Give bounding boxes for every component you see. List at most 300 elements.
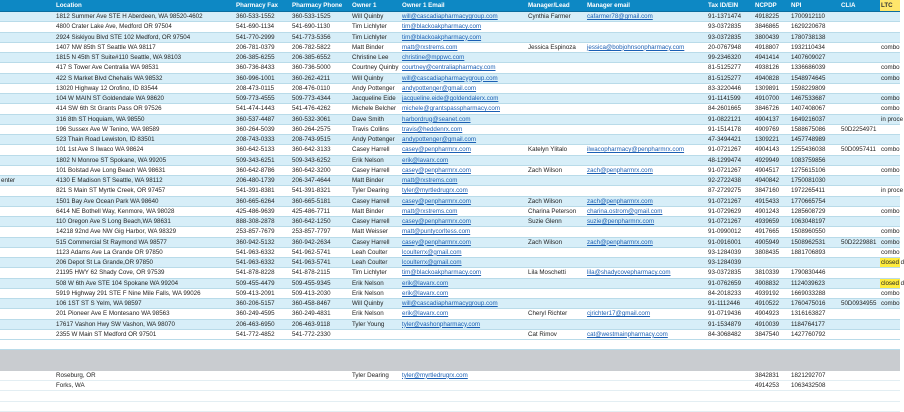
- cell-location[interactable]: 515 Commercial St Raymond WA 98577: [55, 237, 235, 247]
- cell-row-label[interactable]: [0, 258, 55, 268]
- cell-clia[interactable]: 50D2229881: [840, 237, 880, 247]
- cell-location[interactable]: 1501 Bay Ave Ocean Park WA 98640: [55, 196, 235, 206]
- cell-ltc[interactable]: [880, 135, 900, 145]
- cell-row-label[interactable]: [0, 165, 55, 175]
- cell-location[interactable]: 4800 Crater Lake Ave, Medford OR 97504: [55, 22, 235, 32]
- cell-owner-name[interactable]: Tim Lichlyter: [351, 22, 401, 32]
- cell-row-label[interactable]: [0, 381, 55, 391]
- cell-pharmacy-fax[interactable]: 360-264-5039: [235, 124, 291, 134]
- cell-owner-name[interactable]: [351, 381, 401, 391]
- cell-npi[interactable]: 1316163827: [790, 309, 840, 319]
- cell-ncpdp[interactable]: 4941414: [754, 53, 790, 63]
- cell-ncpdp[interactable]: 3800439: [754, 32, 790, 42]
- cell-ltc[interactable]: combo: [881, 207, 900, 215]
- cell-clia[interactable]: [840, 196, 880, 206]
- cell-tax-id[interactable]: 91-1371474: [707, 12, 754, 22]
- cell-manager-name[interactable]: Zach Wilson: [527, 196, 586, 206]
- cell-owner-name[interactable]: Dave Smith: [351, 114, 401, 124]
- cell-location[interactable]: 316 8th ST Hoquiam, WA 98550: [55, 114, 235, 124]
- cell-row-label[interactable]: [0, 370, 55, 380]
- cell-npi[interactable]: 1598229809: [790, 83, 840, 93]
- cell-npi[interactable]: 1124039623: [790, 278, 840, 288]
- cell-clia[interactable]: [840, 63, 880, 73]
- cell-pharmacy-phone[interactable]: 425-486-7711: [291, 206, 351, 216]
- cell-manager-email[interactable]: [586, 299, 707, 309]
- cell-row-label[interactable]: [0, 73, 55, 83]
- cell-manager-email[interactable]: [586, 53, 707, 63]
- cell-manager-email[interactable]: [586, 227, 707, 237]
- cell-location[interactable]: 201 Pioneer Ave E Montesano WA 98563: [55, 309, 235, 319]
- cell-ltc[interactable]: [880, 32, 900, 42]
- cell-ncpdp[interactable]: 4929949: [754, 155, 790, 165]
- cell-owner-email[interactable]: harbordrug@seanet.com: [401, 114, 527, 124]
- cell-owner-name[interactable]: Casey Harrell: [351, 196, 401, 206]
- cell-location[interactable]: 196 Sussex Ave W Tenino, WA 98589: [55, 124, 235, 134]
- cell-npi[interactable]: 1083759856: [790, 155, 840, 165]
- cell-clia[interactable]: [840, 247, 880, 257]
- cell-owner-name[interactable]: Casey Harrell: [351, 165, 401, 175]
- cell-owner-email[interactable]: casey@penpharmrx.com: [401, 165, 527, 175]
- cell-row-label[interactable]: [0, 32, 55, 42]
- cell-npi[interactable]: 1881706893: [790, 247, 840, 257]
- cell-owner-email[interactable]: tyler@myrtledrugrx.com: [401, 370, 527, 380]
- cell-pharmacy-fax[interactable]: 360-533-1552: [235, 12, 291, 22]
- cell-pharmacy-fax[interactable]: [235, 381, 291, 391]
- cell-pharmacy-fax[interactable]: 509-455-4479: [235, 278, 291, 288]
- header-location[interactable]: Location: [55, 0, 235, 12]
- cell-ltc[interactable]: combo: [881, 248, 900, 256]
- cell-owner-email[interactable]: [401, 329, 527, 339]
- cell-location[interactable]: 2924 Siskiyou Blvd STE 102 Medford, OR 97504: [55, 32, 235, 42]
- cell-npi[interactable]: 1063048197: [790, 217, 840, 227]
- cell-location[interactable]: 1815 N 45th ST Suite#110 Seattle, WA 98103: [55, 53, 235, 63]
- cell-manager-email[interactable]: [586, 83, 707, 93]
- cell-owner-email[interactable]: tyler@vashonpharmacy.com: [401, 319, 527, 329]
- cell-ltc[interactable]: combo: [881, 43, 900, 51]
- cell-tax-id[interactable]: 84-3068482: [707, 329, 754, 339]
- cell-location[interactable]: 1812 Summer Ave STE H Aberdeen, WA 98520-4602: [55, 12, 235, 22]
- cell-row-label[interactable]: [0, 94, 55, 104]
- cell-pharmacy-fax[interactable]: 360-942-5132: [235, 237, 291, 247]
- cell-manager-email[interactable]: [586, 381, 707, 391]
- cell-ncpdp[interactable]: 4940842: [754, 176, 790, 186]
- cell-row-label[interactable]: [0, 12, 55, 22]
- cell-row-label[interactable]: [0, 155, 55, 165]
- cell-pharmacy-fax[interactable]: 541-963-6332: [235, 247, 291, 257]
- cell-pharmacy-fax[interactable]: 360-642-8786: [235, 165, 291, 175]
- cell-tax-id[interactable]: 91-0721267: [707, 165, 754, 175]
- cell-pharmacy-fax[interactable]: 541-690-1134: [235, 22, 291, 32]
- cell-tax-id[interactable]: 99-2346320: [707, 53, 754, 63]
- cell-manager-name[interactable]: Charina Peterson: [527, 206, 586, 216]
- cell-manager-name[interactable]: Suzie Glenn: [527, 217, 586, 227]
- cell-clia[interactable]: [840, 217, 880, 227]
- cell-ncpdp[interactable]: 3846726: [754, 104, 790, 114]
- cell-location[interactable]: Forks, WA: [55, 381, 235, 391]
- cell-clia[interactable]: [840, 114, 880, 124]
- cell-clia[interactable]: [840, 329, 880, 339]
- cell-pharmacy-fax[interactable]: 541-772-4852: [235, 329, 291, 339]
- cell-manager-email[interactable]: [586, 176, 707, 186]
- header-pharmacy-fax[interactable]: Pharmacy Fax: [235, 0, 291, 12]
- cell-manager-email[interactable]: [586, 319, 707, 329]
- cell-clia[interactable]: [840, 370, 880, 380]
- cell-npi[interactable]: 1700912110: [790, 12, 840, 22]
- cell-pharmacy-fax[interactable]: 360-249-4595: [235, 309, 291, 319]
- cell-pharmacy-fax[interactable]: [235, 370, 291, 380]
- cell-owner-email[interactable]: matt@rxstrems.com: [401, 176, 527, 186]
- cell-owner-name[interactable]: Jacqueline Eide: [351, 94, 401, 104]
- cell-npi[interactable]: 1649216037: [790, 114, 840, 124]
- cell-ncpdp[interactable]: 4910700: [754, 94, 790, 104]
- cell-npi[interactable]: 1255436038: [790, 145, 840, 155]
- cell-manager-name[interactable]: [527, 227, 586, 237]
- cell-owner-email[interactable]: erik@lavarx.com: [401, 155, 527, 165]
- header-row-label[interactable]: [0, 0, 55, 12]
- cell-ncpdp[interactable]: 4910039: [754, 319, 790, 329]
- cell-ltc[interactable]: combo: [881, 105, 900, 113]
- cell-ncpdp[interactable]: 3847540: [754, 329, 790, 339]
- cell-row-label[interactable]: [0, 288, 55, 298]
- cell-tax-id[interactable]: 84-2018233: [707, 288, 754, 298]
- cell-ncpdp[interactable]: 3842831: [754, 370, 790, 380]
- cell-tax-id[interactable]: 91-0721267: [707, 217, 754, 227]
- cell-owner-name[interactable]: Tyler Dearing: [351, 370, 401, 380]
- cell-tax-id[interactable]: 87-2729275: [707, 186, 754, 196]
- header-tax-id[interactable]: Tax ID/EIN: [707, 0, 754, 12]
- cell-npi[interactable]: 1508960550: [790, 227, 840, 237]
- cell-manager-name[interactable]: [527, 247, 586, 257]
- cell-pharmacy-phone[interactable]: 206-782-5822: [291, 42, 351, 52]
- cell-npi[interactable]: 1184764177: [790, 319, 840, 329]
- cell-row-label[interactable]: [0, 22, 55, 32]
- cell-owner-name[interactable]: Erik Nelson: [351, 288, 401, 298]
- cell-owner-email[interactable]: casey@penpharmrx.com: [401, 196, 527, 206]
- cell-owner-email[interactable]: erik@lavarx.com: [401, 288, 527, 298]
- cell-owner-name[interactable]: Leah Coulter: [351, 247, 401, 257]
- cell-pharmacy-phone[interactable]: 206-463-9118: [291, 319, 351, 329]
- cell-pharmacy-fax[interactable]: 360-665-6264: [235, 196, 291, 206]
- cell-clia[interactable]: [840, 278, 880, 288]
- cell-clia[interactable]: [840, 176, 880, 186]
- cell-tax-id[interactable]: 91-0990012: [707, 227, 754, 237]
- cell-ltc[interactable]: [880, 319, 900, 329]
- cell-owner-name[interactable]: Casey Harrell: [351, 237, 401, 247]
- cell-row-label[interactable]: [0, 42, 55, 52]
- header-clia[interactable]: CLIA: [840, 0, 880, 12]
- cell-clia[interactable]: 50D0934955: [840, 299, 880, 309]
- cell-ltc[interactable]: [880, 155, 900, 165]
- cell-pharmacy-phone[interactable]: 360-642-3133: [291, 145, 351, 155]
- cell-npi[interactable]: 1972265411: [790, 186, 840, 196]
- cell-ltc[interactable]: [880, 268, 900, 278]
- cell-location[interactable]: 5919 Highway 291 STE F Nine Mile Falls, WA 99026: [55, 288, 235, 298]
- cell-ltc[interactable]: closed d: [881, 279, 904, 287]
- cell-ncpdp[interactable]: 1309891: [754, 83, 790, 93]
- cell-owner-email[interactable]: erik@lavarx.com: [401, 309, 527, 319]
- cell-ltc[interactable]: combo: [881, 64, 900, 72]
- cell-npi[interactable]: 1780738138: [790, 32, 840, 42]
- cell-ltc[interactable]: combo: [881, 74, 900, 82]
- cell-location[interactable]: 523 Thain Road Lewiston, ID 83501: [55, 135, 235, 145]
- cell-owner-name[interactable]: Matt Weisser: [351, 227, 401, 237]
- cell-tax-id[interactable]: 93-0372835: [707, 268, 754, 278]
- cell-owner-email[interactable]: erik@lavarx.com: [401, 278, 527, 288]
- cell-owner-name[interactable]: Matt Binder: [351, 176, 401, 186]
- cell-manager-email[interactable]: [586, 32, 707, 42]
- cell-tax-id[interactable]: 93-1284039: [707, 247, 754, 257]
- cell-clia[interactable]: [840, 32, 880, 42]
- cell-owner-email[interactable]: will@cascadiapharmacygroup.com: [401, 299, 527, 309]
- cell-location[interactable]: 101 1st Ave S Ilwaco WA 98624: [55, 145, 235, 155]
- cell-row-label[interactable]: [0, 206, 55, 216]
- cell-manager-name[interactable]: [527, 73, 586, 83]
- cell-npi[interactable]: 1407408067: [790, 104, 840, 114]
- cell-tax-id[interactable]: 91-1141599: [707, 94, 754, 104]
- cell-npi[interactable]: 1932110434: [790, 42, 840, 52]
- cell-pharmacy-phone[interactable]: 360-642-3200: [291, 165, 351, 175]
- cell-ltc[interactable]: closed d: [881, 259, 904, 266]
- cell-ltc[interactable]: combo: [881, 166, 900, 174]
- cell-manager-name[interactable]: [527, 22, 586, 32]
- cell-pharmacy-phone[interactable]: 360-533-1525: [291, 12, 351, 22]
- cell-clia[interactable]: [840, 165, 880, 175]
- cell-manager-name[interactable]: [527, 288, 586, 298]
- cell-row-label[interactable]: [0, 309, 55, 319]
- cell-owner-name[interactable]: Erik Nelson: [351, 309, 401, 319]
- cell-npi[interactable]: 1669033288: [790, 288, 840, 298]
- cell-manager-name[interactable]: [527, 83, 586, 93]
- cell-location[interactable]: 821 S Main ST Myrtle Creek, OR 97457: [55, 186, 235, 196]
- cell-manager-email[interactable]: cat@westmainpharmacy.com: [586, 329, 707, 339]
- cell-pharmacy-fax[interactable]: 360-537-4487: [235, 114, 291, 124]
- cell-tax-id[interactable]: 91-0729629: [707, 206, 754, 216]
- cell-owner-name[interactable]: Christine Lee: [351, 53, 401, 63]
- cell-ncpdp[interactable]: 4905949: [754, 237, 790, 247]
- cell-row-label[interactable]: [0, 227, 55, 237]
- cell-ncpdp[interactable]: 4904143: [754, 145, 790, 155]
- cell-owner-name[interactable]: Michele Belcher: [351, 104, 401, 114]
- cell-clia[interactable]: [840, 53, 880, 63]
- cell-ncpdp[interactable]: 4939192: [754, 288, 790, 298]
- cell-owner-name[interactable]: Courtney Quinby: [351, 63, 401, 73]
- cell-clia[interactable]: [840, 73, 880, 83]
- cell-tax-id[interactable]: 93-1284039: [707, 258, 754, 268]
- cell-tax-id[interactable]: 91-0719436: [707, 309, 754, 319]
- cell-manager-email[interactable]: [586, 22, 707, 32]
- cell-pharmacy-phone[interactable]: 206-347-4644: [291, 176, 351, 186]
- cell-ncpdp[interactable]: 4904923: [754, 309, 790, 319]
- cell-clia[interactable]: [840, 104, 880, 114]
- cell-pharmacy-phone[interactable]: 541-962-5741: [291, 247, 351, 257]
- cell-location[interactable]: Roseburg, OR: [55, 370, 235, 380]
- cell-ncpdp[interactable]: 4938126: [754, 63, 790, 73]
- cell-clia[interactable]: [840, 12, 880, 22]
- cell-location[interactable]: 508 W 6th Ave STE 104 Spokane WA 99204: [55, 278, 235, 288]
- cell-row-label[interactable]: [0, 278, 55, 288]
- cell-ltc[interactable]: combo: [881, 300, 900, 307]
- cell-pharmacy-phone[interactable]: 541-391-8321: [291, 186, 351, 196]
- cell-ltc[interactable]: [880, 53, 900, 63]
- cell-ncpdp[interactable]: 4915433: [754, 196, 790, 206]
- cell-ltc[interactable]: combo: [881, 238, 900, 246]
- cell-owner-email[interactable]: courtney@centraliapharmacy.com: [401, 63, 527, 73]
- cell-ncpdp[interactable]: 4910522: [754, 299, 790, 309]
- cell-row-label[interactable]: [0, 268, 55, 278]
- cell-owner-email[interactable]: tyler@myrtledrugrx.com: [401, 186, 527, 196]
- cell-manager-name[interactable]: [527, 114, 586, 124]
- cell-row-label[interactable]: [0, 299, 55, 309]
- cell-tax-id[interactable]: 91-0721267: [707, 196, 754, 206]
- cell-location[interactable]: 21195 HWY 62 Shady Cove, OR 97539: [55, 268, 235, 278]
- cell-npi[interactable]: 1457748989: [790, 135, 840, 145]
- cell-pharmacy-fax[interactable]: 425-486-9639: [235, 206, 291, 216]
- cell-location[interactable]: 1123 Adams Ave La Grande OR 97850: [55, 247, 235, 257]
- cell-pharmacy-fax[interactable]: 208-743-0333: [235, 135, 291, 145]
- cell-ncpdp[interactable]: 1309221: [754, 135, 790, 145]
- cell-ncpdp[interactable]: 3846865: [754, 22, 790, 32]
- cell-tax-id[interactable]: 91-0822121: [707, 114, 754, 124]
- cell-pharmacy-fax[interactable]: 206-781-0379: [235, 42, 291, 52]
- cell-tax-id[interactable]: 93-0372835: [707, 22, 754, 32]
- cell-npi[interactable]: 1760475016: [790, 299, 840, 309]
- cell-pharmacy-phone[interactable]: 360-264-2575: [291, 124, 351, 134]
- cell-owner-name[interactable]: Tyler Young: [351, 319, 401, 329]
- cell-row-label[interactable]: [0, 135, 55, 145]
- cell-pharmacy-fax[interactable]: 541-474-1443: [235, 104, 291, 114]
- cell-clia[interactable]: [840, 206, 880, 216]
- cell-pharmacy-fax[interactable]: 509-773-4555: [235, 94, 291, 104]
- cell-pharmacy-fax[interactable]: 888-308-2878: [235, 217, 291, 227]
- cell-manager-email[interactable]: [586, 135, 707, 145]
- cell-ncpdp[interactable]: 4918807: [754, 42, 790, 52]
- cell-clia[interactable]: [840, 381, 880, 391]
- cell-tax-id[interactable]: 84-2601665: [707, 104, 754, 114]
- cell-pharmacy-phone[interactable]: [291, 370, 351, 380]
- cell-ltc[interactable]: combo: [881, 146, 900, 154]
- cell-npi[interactable]: 1275615106: [790, 165, 840, 175]
- cell-tax-id[interactable]: [707, 370, 754, 380]
- cell-row-label[interactable]: [0, 186, 55, 196]
- cell-location[interactable]: 101 Bolstad Ave Long Beach WA 98631: [55, 165, 235, 175]
- cell-owner-email[interactable]: casey@penpharmrx.com: [401, 237, 527, 247]
- cell-owner-name[interactable]: Erik Nelson: [351, 155, 401, 165]
- cell-tax-id[interactable]: 91-1112446: [707, 299, 754, 309]
- cell-manager-email[interactable]: [586, 258, 707, 268]
- cell-pharmacy-fax[interactable]: 206-480-1739: [235, 176, 291, 186]
- cell-manager-name[interactable]: [527, 63, 586, 73]
- cell-manager-email[interactable]: lila@shadycovepharmacy.com: [586, 268, 707, 278]
- cell-owner-name[interactable]: Andy Pottenger: [351, 83, 401, 93]
- cell-manager-name[interactable]: [527, 258, 586, 268]
- cell-manager-email[interactable]: zach@penpharmrx.com: [586, 237, 707, 247]
- cell-location[interactable]: 4130 E Madison ST Seattle, WA 98112: [55, 176, 235, 186]
- cell-ltc[interactable]: [880, 217, 900, 227]
- cell-clia[interactable]: [840, 288, 880, 298]
- cell-pharmacy-fax[interactable]: 206-463-6950: [235, 319, 291, 329]
- cell-manager-name[interactable]: [527, 135, 586, 145]
- cell-npi[interactable]: 1548974645: [790, 73, 840, 83]
- cell-pharmacy-fax[interactable]: 509-413-2091: [235, 288, 291, 298]
- cell-manager-email[interactable]: ilwacopharmacy@penpharmrx.com: [586, 145, 707, 155]
- cell-owner-email[interactable]: andypottenger@gmail.com: [401, 135, 527, 145]
- cell-owner-name[interactable]: Matt Binder: [351, 42, 401, 52]
- cell-tax-id[interactable]: 91-0916001: [707, 237, 754, 247]
- cell-tax-id[interactable]: 81-5125277: [707, 73, 754, 83]
- cell-pharmacy-phone[interactable]: 541-963-5741: [291, 258, 351, 268]
- cell-pharmacy-phone[interactable]: 509-773-4344: [291, 94, 351, 104]
- header-manager-name[interactable]: Manager/Lead: [527, 0, 586, 12]
- cell-owner-email[interactable]: tim@blackoakpharmacy.com: [401, 32, 527, 42]
- cell-owner-name[interactable]: Tim Lichlyter: [351, 268, 401, 278]
- cell-clia[interactable]: [840, 186, 880, 196]
- cell-ncpdp[interactable]: 4917665: [754, 227, 790, 237]
- cell-owner-name[interactable]: Matt Binder: [351, 206, 401, 216]
- cell-manager-email[interactable]: cafarmer78@gmail.com: [586, 12, 707, 22]
- cell-ltc[interactable]: in proce: [881, 115, 904, 123]
- cell-clia[interactable]: [840, 42, 880, 52]
- cell-owner-email[interactable]: lcoulterrx@gmail.com: [401, 258, 527, 268]
- cell-owner-email[interactable]: tim@blackoakpharmacy.com: [401, 268, 527, 278]
- cell-ncpdp[interactable]: 4914253: [754, 381, 790, 391]
- cell-tax-id[interactable]: 83-3220446: [707, 83, 754, 93]
- cell-clia[interactable]: 50D2254971: [840, 124, 880, 134]
- cell-pharmacy-phone[interactable]: 360-458-8467: [291, 299, 351, 309]
- cell-pharmacy-phone[interactable]: 509-455-9345: [291, 278, 351, 288]
- cell-ncpdp[interactable]: 3808435: [754, 247, 790, 257]
- cell-row-label[interactable]: [0, 145, 55, 155]
- cell-pharmacy-fax[interactable]: 541-770-2999: [235, 32, 291, 42]
- cell-owner-name[interactable]: Will Quinby: [351, 73, 401, 83]
- cell-pharmacy-phone[interactable]: [291, 381, 351, 391]
- header-owner-name[interactable]: Owner 1: [351, 0, 401, 12]
- cell-manager-email[interactable]: charina.ostrom@gmail.com: [586, 206, 707, 216]
- cell-ncpdp[interactable]: 3847160: [754, 186, 790, 196]
- cell-manager-email[interactable]: [586, 247, 707, 257]
- cell-npi[interactable]: 1790830446: [790, 268, 840, 278]
- cell-tax-id[interactable]: 48-1299474: [707, 155, 754, 165]
- cell-ltc[interactable]: combo: [881, 289, 900, 297]
- cell-npi[interactable]: 1427760792: [790, 329, 840, 339]
- cell-pharmacy-fax[interactable]: 253-857-7679: [235, 227, 291, 237]
- cell-manager-name[interactable]: [527, 124, 586, 134]
- cell-clia[interactable]: [840, 258, 880, 268]
- cell-ltc[interactable]: [880, 196, 900, 206]
- cell-npi[interactable]: 1508962531: [790, 237, 840, 247]
- cell-manager-email[interactable]: zach@penpharmrx.com: [586, 196, 707, 206]
- cell-pharmacy-phone[interactable]: 253-857-7797: [291, 227, 351, 237]
- cell-pharmacy-fax[interactable]: 541-391-8381: [235, 186, 291, 196]
- cell-npi[interactable]: 1336686039: [790, 63, 840, 73]
- cell-ncpdp[interactable]: [754, 258, 790, 268]
- cell-manager-email[interactable]: zach@penpharmrx.com: [586, 165, 707, 175]
- cell-location[interactable]: 110 Oregon Ave S Long Beach,WA 98631: [55, 217, 235, 227]
- cell-ltc[interactable]: [880, 370, 900, 380]
- cell-owner-email[interactable]: christine@mppwc.com: [401, 53, 527, 63]
- cell-ncpdp[interactable]: 4901243: [754, 206, 790, 216]
- cell-row-label[interactable]: [0, 83, 55, 93]
- cell-ncpdp[interactable]: 4904137: [754, 114, 790, 124]
- cell-npi[interactable]: 1063432508: [790, 381, 840, 391]
- cell-pharmacy-phone[interactable]: 360-736-5000: [291, 63, 351, 73]
- cell-row-label[interactable]: [0, 319, 55, 329]
- cell-pharmacy-fax[interactable]: 360-206-5157: [235, 299, 291, 309]
- cell-owner-name[interactable]: Tyler Dearing: [351, 186, 401, 196]
- cell-location[interactable]: 417 S Tower Ave Centralia WA 98531: [55, 63, 235, 73]
- cell-manager-name[interactable]: Zach Wilson: [527, 165, 586, 175]
- cell-tax-id[interactable]: 47-3494421: [707, 135, 754, 145]
- cell-pharmacy-phone[interactable]: 541-773-5356: [291, 32, 351, 42]
